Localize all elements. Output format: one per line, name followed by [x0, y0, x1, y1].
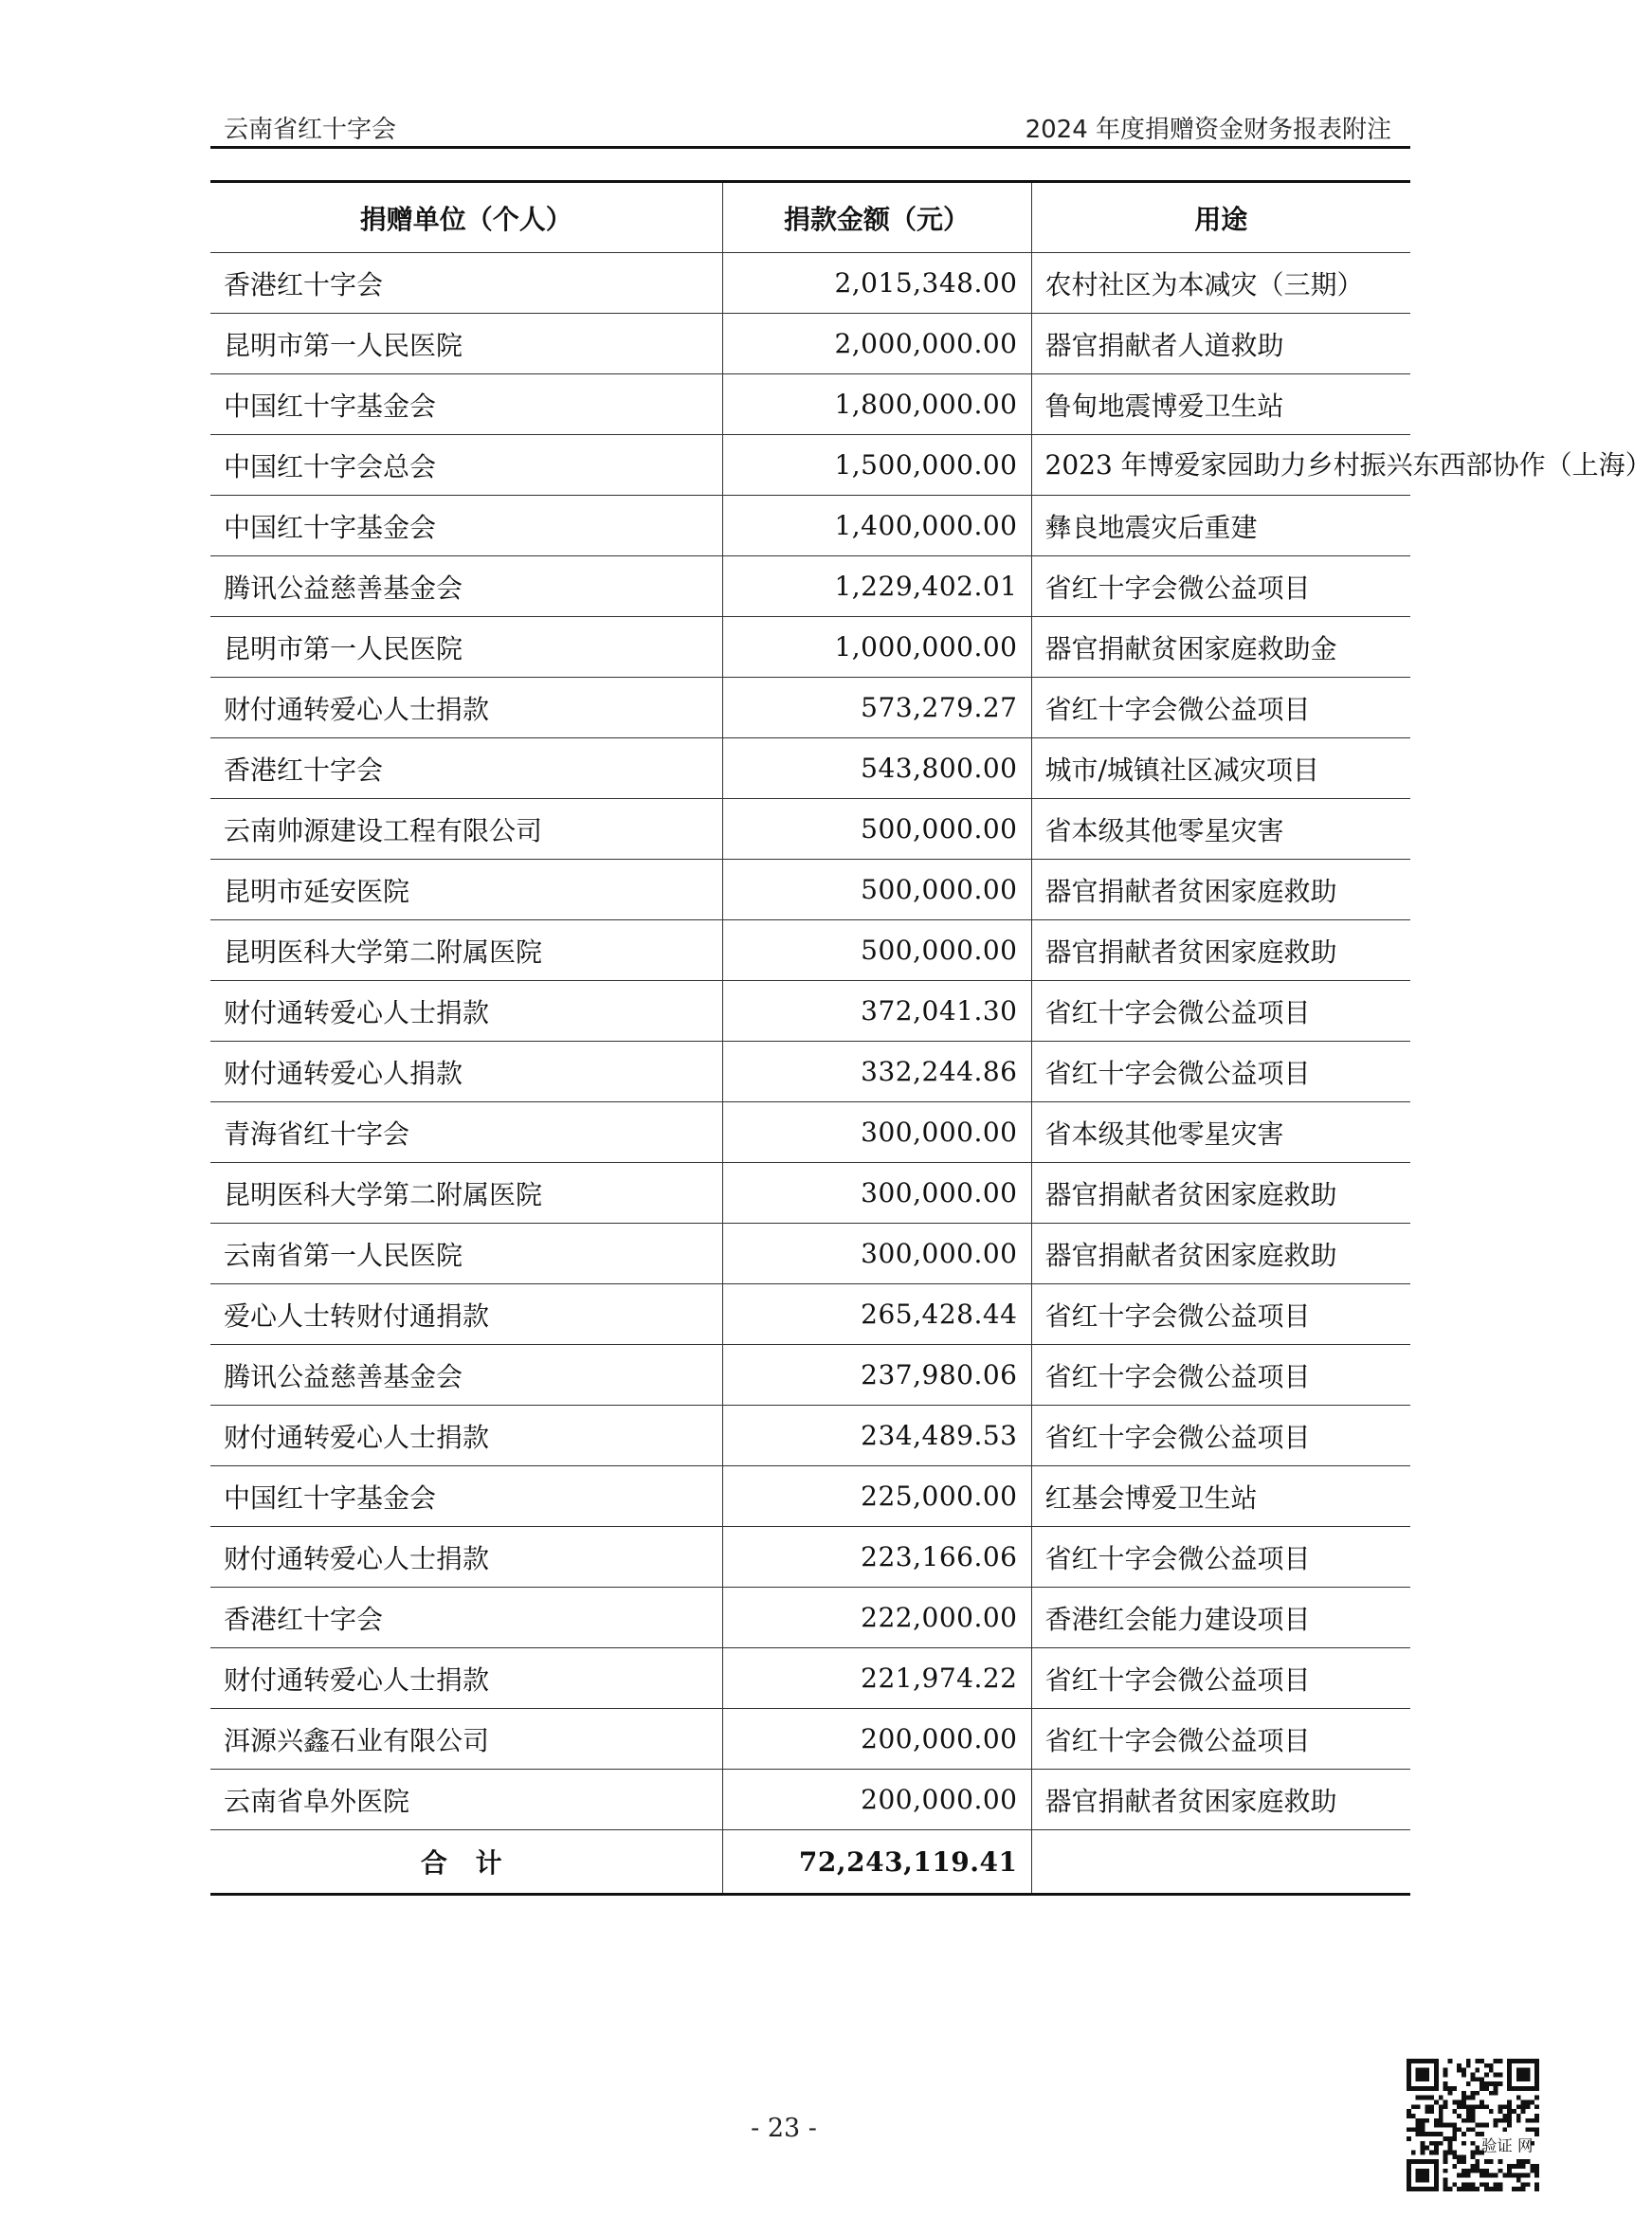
table-row — [210, 920, 1410, 981]
amount-cell: 1,000,000.00 — [722, 617, 1031, 678]
page-number: - 23 - — [751, 2114, 817, 2143]
amount-cell: 300,000.00 — [722, 1102, 1031, 1163]
column-header-purpose: 用途 — [1031, 182, 1410, 253]
donor-cell: 香港红十字会 — [210, 738, 722, 799]
purpose-cell: 城市/城镇社区减灾项目 — [1031, 738, 1410, 799]
table-row — [210, 738, 1410, 799]
amount-cell: 2,000,000.00 — [722, 314, 1031, 374]
amount-cell: 1,800,000.00 — [722, 374, 1031, 435]
table-row — [210, 1345, 1410, 1406]
table-row — [210, 1466, 1410, 1527]
column-header-amount: 捐款金额（元） — [722, 182, 1031, 253]
donor-cell: 爱心人士转财付通捐款 — [210, 1284, 722, 1345]
donor-cell: 财付通转爱心人士捐款 — [210, 678, 722, 738]
donor-cell: 中国红十字基金会 — [210, 496, 722, 556]
purpose-cell: 省红十字会微公益项目 — [1031, 1406, 1410, 1466]
table-row — [210, 1406, 1410, 1466]
total-purpose — [1031, 1830, 1410, 1895]
table-row — [210, 1588, 1410, 1648]
amount-cell: 1,500,000.00 — [722, 435, 1031, 496]
table-row — [210, 981, 1410, 1042]
donor-cell: 云南省第一人民医院 — [210, 1224, 722, 1284]
table-row — [210, 1042, 1410, 1102]
purpose-cell: 省本级其他零星灾害 — [1031, 1102, 1410, 1163]
amount-cell: 372,041.30 — [722, 981, 1031, 1042]
purpose-cell: 省红十字会微公益项目 — [1031, 556, 1410, 617]
table-row — [210, 1770, 1410, 1830]
amount-cell: 221,974.22 — [722, 1648, 1031, 1709]
purpose-cell: 器官捐献贫困家庭救助金 — [1031, 617, 1410, 678]
column-header-donor: 捐赠单位（个人） — [210, 182, 722, 253]
table-row — [210, 1102, 1410, 1163]
table-row — [210, 253, 1410, 314]
table-row — [210, 678, 1410, 738]
purpose-cell: 省本级其他零星灾害 — [1031, 799, 1410, 860]
donor-cell: 财付通转爱心人士捐款 — [210, 1406, 722, 1466]
donor-cell: 中国红十字基金会 — [210, 1466, 722, 1527]
qr-code-icon — [1407, 2059, 1539, 2191]
purpose-cell: 鲁甸地震博爱卫生站 — [1031, 374, 1410, 435]
amount-cell: 1,229,402.01 — [722, 556, 1031, 617]
purpose-cell: 器官捐献者贫困家庭救助 — [1031, 1224, 1410, 1284]
purpose-cell: 省红十字会微公益项目 — [1031, 1648, 1410, 1709]
table-row — [210, 860, 1410, 920]
donor-cell: 财付通转爱心人士捐款 — [210, 1527, 722, 1588]
total-amount: 72,243,119.41 — [722, 1830, 1031, 1895]
donor-cell: 洱源兴鑫石业有限公司 — [210, 1709, 722, 1770]
amount-cell: 200,000.00 — [722, 1770, 1031, 1830]
amount-cell: 300,000.00 — [722, 1224, 1031, 1284]
donor-cell: 昆明市延安医院 — [210, 860, 722, 920]
total-row — [210, 1830, 1410, 1895]
amount-cell: 222,000.00 — [722, 1588, 1031, 1648]
donor-cell: 中国红十字会总会 — [210, 435, 722, 496]
purpose-cell: 农村社区为本减灾（三期） — [1031, 253, 1410, 314]
amount-cell: 2,015,348.00 — [722, 253, 1031, 314]
amount-cell: 332,244.86 — [722, 1042, 1031, 1102]
table-row — [210, 496, 1410, 556]
purpose-cell: 器官捐献者贫困家庭救助 — [1031, 920, 1410, 981]
purpose-cell: 省红十字会微公益项目 — [1031, 678, 1410, 738]
donor-cell: 昆明医科大学第二附属医院 — [210, 1163, 722, 1224]
amount-cell: 1,400,000.00 — [722, 496, 1031, 556]
amount-cell: 225,000.00 — [722, 1466, 1031, 1527]
purpose-cell: 省红十字会微公益项目 — [1031, 1709, 1410, 1770]
purpose-cell: 香港红会能力建设项目 — [1031, 1588, 1410, 1648]
table-body — [210, 253, 1652, 1895]
amount-cell: 500,000.00 — [722, 799, 1031, 860]
donor-cell: 财付通转爱心人捐款 — [210, 1042, 722, 1102]
amount-cell: 234,489.53 — [722, 1406, 1031, 1466]
amount-cell: 265,428.44 — [722, 1284, 1031, 1345]
total-label: 合 计 — [210, 1830, 722, 1895]
amount-cell: 573,279.27 — [722, 678, 1031, 738]
table-row — [210, 1648, 1410, 1709]
donor-cell: 青海省红十字会 — [210, 1102, 722, 1163]
table-row — [210, 556, 1410, 617]
amount-cell: 300,000.00 — [722, 1163, 1031, 1224]
donor-cell: 香港红十字会 — [210, 1588, 722, 1648]
purpose-cell: 器官捐献者贫困家庭救助 — [1031, 1163, 1410, 1224]
table-header-row — [210, 182, 1410, 253]
amount-cell: 543,800.00 — [722, 738, 1031, 799]
amount-cell: 500,000.00 — [722, 920, 1031, 981]
donor-cell: 腾讯公益慈善基金会 — [210, 556, 722, 617]
table-row — [210, 374, 1410, 435]
purpose-cell: 器官捐献者人道救助 — [1031, 314, 1410, 374]
purpose-cell: 省红十字会微公益项目 — [1031, 1042, 1410, 1102]
table-row — [210, 617, 1410, 678]
donor-cell: 云南帅源建设工程有限公司 — [210, 799, 722, 860]
donations-table — [210, 180, 1652, 1896]
purpose-cell: 省红十字会微公益项目 — [1031, 1527, 1410, 1588]
purpose-cell: 省红十字会微公益项目 — [1031, 1284, 1410, 1345]
purpose-cell: 彝良地震灾后重建 — [1031, 496, 1410, 556]
qr-stamp-text: 验证 网 — [1480, 2136, 1534, 2155]
donor-cell: 财付通转爱心人士捐款 — [210, 1648, 722, 1709]
table-row — [210, 1709, 1410, 1770]
table-row — [210, 435, 1410, 496]
amount-cell: 237,980.06 — [722, 1345, 1031, 1406]
header-org: 云南省红十字会 — [224, 116, 397, 144]
donor-cell: 云南省阜外医院 — [210, 1770, 722, 1830]
purpose-cell: 省红十字会微公益项目 — [1031, 1345, 1410, 1406]
donor-cell: 中国红十字基金会 — [210, 374, 722, 435]
donor-cell: 财付通转爱心人士捐款 — [210, 981, 722, 1042]
table-row — [210, 1527, 1410, 1588]
donor-cell: 昆明医科大学第二附属医院 — [210, 920, 722, 981]
purpose-cell: 省红十字会微公益项目 — [1031, 981, 1410, 1042]
header-report-title: 2024 年度捐赠资金财务报表附注 — [1025, 116, 1391, 144]
amount-cell: 500,000.00 — [722, 860, 1031, 920]
purpose-cell: 器官捐献者贫困家庭救助 — [1031, 860, 1410, 920]
table-row — [210, 799, 1410, 860]
donor-cell: 昆明市第一人民医院 — [210, 314, 722, 374]
donor-cell: 昆明市第一人民医院 — [210, 617, 722, 678]
purpose-cell: 器官捐献者贫困家庭救助 — [1031, 1770, 1410, 1830]
purpose-cell: 红基会博爱卫生站 — [1031, 1466, 1410, 1527]
amount-cell: 223,166.06 — [722, 1527, 1031, 1588]
table-row — [210, 1224, 1410, 1284]
table-row — [210, 1163, 1410, 1224]
table-row — [210, 1284, 1410, 1345]
donor-cell: 腾讯公益慈善基金会 — [210, 1345, 722, 1406]
amount-cell: 200,000.00 — [722, 1709, 1031, 1770]
donor-cell: 香港红十字会 — [210, 253, 722, 314]
purpose-cell: 2023 年博爱家园助力乡村振兴东西部协作（上海） — [1031, 435, 1410, 496]
header-rule — [210, 146, 1410, 149]
table-row — [210, 314, 1410, 374]
